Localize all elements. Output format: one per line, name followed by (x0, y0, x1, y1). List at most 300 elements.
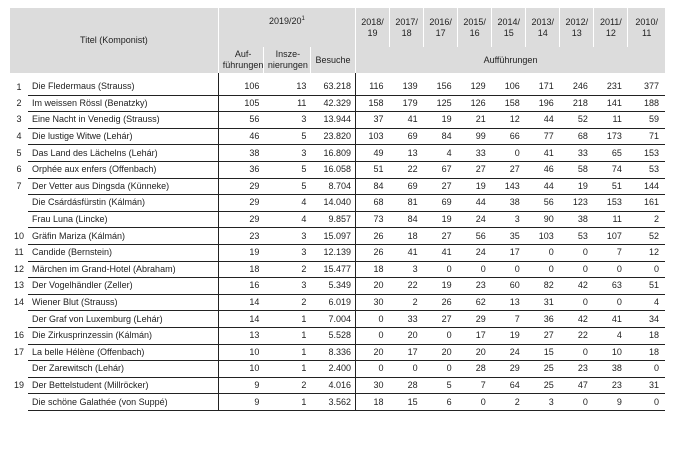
inszenierungen-cell: 5 (263, 161, 310, 178)
season-value-cell: 28 (390, 377, 424, 394)
auffuehrungen-cell: 29 (218, 178, 263, 195)
season-value-cell: 52 (628, 228, 665, 245)
season-value-cell: 20 (356, 344, 390, 361)
season-value-cell: 38 (560, 211, 594, 228)
season-value-cell: 19 (458, 178, 492, 195)
season-value-cell: 0 (458, 394, 492, 411)
season-value-cell: 29 (458, 311, 492, 328)
season-value-cell: 69 (424, 195, 458, 212)
season-value-cell: 22 (390, 161, 424, 178)
table-row (10, 211, 665, 228)
rank-cell: 7 (16, 180, 22, 191)
season-value-cell: 27 (458, 161, 492, 178)
season-value-cell: 20 (458, 344, 492, 361)
rank-cell (10, 394, 28, 411)
season-value-cell: 28 (458, 361, 492, 378)
auffuehrungen-seasons-header: Aufführungen (356, 47, 665, 73)
season-value-cell: 0 (356, 327, 390, 344)
inszenierungen-cell: 1 (263, 344, 310, 361)
rank-cell: 4 (16, 131, 22, 142)
besuche-cell: 5.528 (310, 327, 355, 344)
inszenierungen-cell: 5 (263, 178, 310, 195)
rank-cell: 17 (14, 346, 25, 357)
rank-cell: 19 (14, 379, 25, 390)
season-value-cell: 26 (424, 294, 458, 311)
season-value-cell: 66 (492, 128, 526, 145)
season-value-cell: 67 (424, 161, 458, 178)
season-value-cell: 0 (628, 394, 665, 411)
season-value-cell: 49 (356, 145, 390, 162)
besuche-cell: 16.809 (310, 145, 355, 162)
rank-cell: 1 (16, 81, 22, 92)
season-value-cell: 7 (594, 244, 628, 261)
season-value-cell: 0 (594, 261, 628, 278)
season-value-cell: 5 (424, 377, 458, 394)
season-value-cell: 22 (390, 278, 424, 295)
season-value-cell: 27 (424, 228, 458, 245)
season-value-cell: 10 (594, 344, 628, 361)
season-value-cell: 144 (628, 178, 665, 195)
season-value-cell: 26 (356, 244, 390, 261)
season-value-cell: 15 (390, 394, 424, 411)
besuche-cell: 7.004 (310, 311, 355, 328)
season-value-cell: 27 (526, 327, 560, 344)
season-value-cell: 71 (628, 128, 665, 145)
season-header: 2015/ 16 (458, 8, 492, 47)
title-cell: Eine Nacht in Venedig (Strauss) (28, 112, 218, 129)
inszenierungen-column-header: Insze- nierungen (263, 47, 310, 73)
table-row (10, 228, 665, 245)
season-value-cell: 62 (458, 294, 492, 311)
title-cell: Wiener Blut (Strauss) (28, 294, 218, 311)
rank-cell: 13 (14, 280, 25, 291)
season-value-cell: 41 (424, 244, 458, 261)
season-value-cell: 0 (390, 361, 424, 378)
table-row (10, 294, 665, 311)
table-row (10, 161, 665, 178)
season-value-cell: 18 (390, 228, 424, 245)
season-header: 2010/ 11 (628, 8, 665, 47)
table-row (10, 311, 665, 328)
season-value-cell: 51 (628, 278, 665, 295)
season-value-cell: 21 (458, 112, 492, 129)
season-value-cell: 7 (492, 311, 526, 328)
season-value-cell: 34 (628, 311, 665, 328)
besuche-cell: 3.562 (310, 394, 355, 411)
season-value-cell: 53 (560, 228, 594, 245)
table-row (10, 361, 665, 378)
rank-cell (10, 195, 28, 212)
rank-cell (10, 361, 28, 378)
season-value-cell: 82 (526, 278, 560, 295)
season-header: 2017/ 18 (390, 8, 424, 47)
season-value-cell: 218 (560, 95, 594, 112)
title-cell: Der Graf von Luxemburg (Lehár) (28, 311, 218, 328)
season-value-cell: 15 (526, 344, 560, 361)
season-value-cell: 33 (390, 311, 424, 328)
auffuehrungen-cell: 19 (218, 244, 263, 261)
season-value-cell: 103 (526, 228, 560, 245)
besuche-cell: 12.139 (310, 244, 355, 261)
season-value-cell: 12 (628, 244, 665, 261)
auffuehrungen-cell: 18 (218, 261, 263, 278)
season-value-cell: 22 (560, 327, 594, 344)
season-group-header: $2019/20^1$ (218, 8, 355, 47)
season-value-cell: 126 (458, 95, 492, 112)
table-row (10, 112, 665, 129)
rank-cell: 12 (14, 263, 25, 274)
auffuehrungen-cell: 36 (218, 161, 263, 178)
season-value-cell: 2 (492, 394, 526, 411)
table-header (10, 8, 665, 73)
season-value-cell: 69 (390, 178, 424, 195)
season-value-cell: 19 (492, 327, 526, 344)
season-value-cell: 3 (492, 211, 526, 228)
title-cell: Der Vogelhändler (Zeller) (28, 278, 218, 295)
season-value-cell: 7 (458, 377, 492, 394)
season-value-cell: 4 (594, 327, 628, 344)
season-value-cell: 33 (458, 145, 492, 162)
season-value-cell: 158 (492, 95, 526, 112)
title-cell: Gräfin Mariza (Kálmán) (28, 228, 218, 245)
season-value-cell: 188 (628, 95, 665, 112)
season-value-cell: 11 (594, 112, 628, 129)
season-value-cell: 25 (526, 377, 560, 394)
season-value-cell: 196 (526, 95, 560, 112)
table-row (10, 178, 665, 195)
season-value-cell: 68 (560, 128, 594, 145)
season-value-cell: 18 (628, 327, 665, 344)
season-value-cell: 0 (458, 261, 492, 278)
season-value-cell: 44 (526, 178, 560, 195)
title-cell: Das Land des Lächelns (Lehár) (28, 145, 218, 162)
season-value-cell: 84 (390, 211, 424, 228)
season-value-cell: 38 (492, 195, 526, 212)
season-value-cell: 17 (458, 327, 492, 344)
inszenierungen-cell: 3 (263, 244, 310, 261)
rank-cell: 16 (14, 330, 25, 341)
season-value-cell: 23 (560, 361, 594, 378)
besuche-cell: 8.336 (310, 344, 355, 361)
rank-cell: 6 (16, 164, 22, 175)
season-header: 2014/ 15 (492, 8, 526, 47)
season-value-cell: 173 (594, 128, 628, 145)
season-value-cell: 18 (628, 344, 665, 361)
season-value-cell: 12 (492, 112, 526, 129)
season-value-cell: 0 (560, 244, 594, 261)
season-value-cell: 84 (424, 128, 458, 145)
season-value-cell: 41 (594, 311, 628, 328)
season-value-cell: 3 (390, 261, 424, 278)
season-value-cell: 58 (560, 161, 594, 178)
rank-cell: 11 (14, 247, 24, 258)
season-value-cell: 246 (560, 73, 594, 95)
auffuehrungen-cell: 14 (218, 294, 263, 311)
season-value-cell: 0 (492, 261, 526, 278)
season-value-cell: 42 (560, 311, 594, 328)
inszenierungen-cell: 3 (263, 145, 310, 162)
inszenierungen-cell: 3 (263, 112, 310, 129)
season-value-cell: 9 (594, 394, 628, 411)
inszenierungen-cell: 11 (263, 95, 310, 112)
season-value-cell: 17 (492, 244, 526, 261)
season-value-cell: 19 (424, 211, 458, 228)
season-value-cell: 0 (628, 361, 665, 378)
title-column-header: Titel (Komponist) (10, 8, 218, 73)
season-header: 2018/ 19 (356, 8, 390, 47)
inszenierungen-cell: 1 (263, 394, 310, 411)
season-value-cell: 41 (526, 145, 560, 162)
auffuehrungen-cell: 10 (218, 361, 263, 378)
season-value-cell: 171 (526, 73, 560, 95)
auffuehrungen-cell: 29 (218, 211, 263, 228)
season-value-cell: 0 (492, 145, 526, 162)
season-value-cell: 31 (628, 377, 665, 394)
season-value-cell: 42 (560, 278, 594, 295)
season-value-cell: 20 (390, 327, 424, 344)
table-row (10, 261, 665, 278)
inszenierungen-cell: 2 (263, 261, 310, 278)
title-cell: Orphée aux enfers (Offenbach) (28, 161, 218, 178)
season-value-cell: 31 (526, 294, 560, 311)
besuche-cell: 13.944 (310, 112, 355, 129)
season-value-cell: 2 (628, 211, 665, 228)
season-value-cell: 44 (526, 112, 560, 129)
season-value-cell: 73 (356, 211, 390, 228)
season-value-cell: 90 (526, 211, 560, 228)
title-cell: Märchen im Grand-Hotel (Abraham) (28, 261, 218, 278)
auffuehrungen-cell: 23 (218, 228, 263, 245)
auffuehrungen-cell: 46 (218, 128, 263, 145)
season-value-cell: 74 (594, 161, 628, 178)
besuche-cell: 2.400 (310, 361, 355, 378)
title-cell: La belle Hélène (Offenbach) (28, 344, 218, 361)
auffuehrungen-cell: 10 (218, 344, 263, 361)
season-value-cell: 24 (492, 344, 526, 361)
season-value-cell: 27 (492, 161, 526, 178)
season-value-cell: 0 (628, 261, 665, 278)
season-value-cell: 23 (458, 278, 492, 295)
season-value-cell: 27 (424, 311, 458, 328)
season-value-cell: 36 (526, 311, 560, 328)
inszenierungen-cell: 4 (263, 195, 310, 212)
season-header: 2012/ 13 (560, 8, 594, 47)
season-value-cell: 156 (424, 73, 458, 95)
season-value-cell: 161 (628, 195, 665, 212)
season-value-cell: 2 (390, 294, 424, 311)
season-value-cell: 13 (390, 145, 424, 162)
season-value-cell: 53 (628, 161, 665, 178)
season-value-cell: 19 (424, 278, 458, 295)
season-value-cell: 64 (492, 377, 526, 394)
season-value-cell: 56 (458, 228, 492, 245)
table-row (10, 73, 665, 95)
season-value-cell: 47 (560, 377, 594, 394)
season-value-cell: 29 (492, 361, 526, 378)
season-value-cell: 30 (356, 294, 390, 311)
table-row (10, 244, 665, 261)
auffuehrungen-cell: 16 (218, 278, 263, 295)
title-cell: Frau Luna (Lincke) (28, 211, 218, 228)
season-value-cell: 3 (526, 394, 560, 411)
inszenierungen-cell: 3 (263, 278, 310, 295)
season-value-cell: 68 (356, 195, 390, 212)
auffuehrungen-cell: 56 (218, 112, 263, 129)
season-value-cell: 123 (560, 195, 594, 212)
season-value-cell: 30 (356, 377, 390, 394)
title-cell: Der Vetter aus Dingsda (Künneke) (28, 178, 218, 195)
season-value-cell: 0 (424, 261, 458, 278)
season-value-cell: 107 (594, 228, 628, 245)
season-value-cell: 41 (390, 112, 424, 129)
season-value-cell: 51 (356, 161, 390, 178)
title-cell: Die Csárdásfürstin (Kálmán) (28, 195, 218, 212)
season-value-cell: 19 (424, 112, 458, 129)
season-value-cell: 18 (356, 261, 390, 278)
table-body (10, 73, 665, 410)
inszenierungen-cell: 2 (263, 294, 310, 311)
season-value-cell: 25 (526, 361, 560, 378)
season-value-cell: 377 (628, 73, 665, 95)
inszenierungen-cell: 4 (263, 211, 310, 228)
season-value-cell: 0 (526, 261, 560, 278)
season-value-cell: 0 (594, 294, 628, 311)
besuche-cell: 4.016 (310, 377, 355, 394)
season-value-cell: 0 (356, 311, 390, 328)
season-value-cell: 0 (560, 344, 594, 361)
season-value-cell: 0 (526, 244, 560, 261)
season-value-cell: 51 (594, 178, 628, 195)
inszenierungen-cell: 2 (263, 377, 310, 394)
season-value-cell: 141 (594, 95, 628, 112)
season-value-cell: 46 (526, 161, 560, 178)
title-cell: Die Zirkusprinzessin (Kálmán) (28, 327, 218, 344)
title-cell: Die schöne Galathée (von Suppé) (28, 394, 218, 411)
auffuehrungen-cell: 106 (218, 73, 263, 95)
season-value-cell: 0 (560, 261, 594, 278)
table-row (10, 145, 665, 162)
auffuehrungen-cell: 14 (218, 311, 263, 328)
season-value-cell: 153 (628, 145, 665, 162)
rank-cell (10, 311, 28, 328)
table-row (10, 327, 665, 344)
season-value-cell: 4 (628, 294, 665, 311)
season-value-cell: 17 (390, 344, 424, 361)
season-value-cell: 37 (356, 112, 390, 129)
auffuehrungen-column-header: Auf- führungen (218, 47, 263, 73)
season-value-cell: 41 (390, 244, 424, 261)
season-value-cell: 179 (390, 95, 424, 112)
season-value-cell: 77 (526, 128, 560, 145)
besuche-cell: 15.097 (310, 228, 355, 245)
season-value-cell: 60 (492, 278, 526, 295)
season-value-cell: 99 (458, 128, 492, 145)
auffuehrungen-cell: 38 (218, 145, 263, 162)
season-value-cell: 11 (594, 211, 628, 228)
season-value-cell: 19 (560, 178, 594, 195)
season-value-cell: 129 (458, 73, 492, 95)
besuche-cell: 9.857 (310, 211, 355, 228)
season-value-cell: 20 (356, 278, 390, 295)
season-value-cell: 13 (492, 294, 526, 311)
besuche-cell: 23.820 (310, 128, 355, 145)
title-cell: Candide (Bernstein) (28, 244, 218, 261)
besuche-cell: 63.218 (310, 73, 355, 95)
season-value-cell: 139 (390, 73, 424, 95)
title-cell: Die Fledermaus (Strauss) (28, 73, 218, 95)
season-value-cell: 6 (424, 394, 458, 411)
season-value-cell: 33 (560, 145, 594, 162)
besuche-cell: 42.329 (310, 95, 355, 112)
inszenierungen-cell: 1 (263, 361, 310, 378)
season-value-cell: 153 (594, 195, 628, 212)
season-value-cell: 103 (356, 128, 390, 145)
season-value-cell: 44 (458, 195, 492, 212)
season-value-cell: 24 (458, 211, 492, 228)
season-value-cell: 84 (356, 178, 390, 195)
auffuehrungen-cell: 9 (218, 377, 263, 394)
season-value-cell: 0 (560, 294, 594, 311)
season-value-cell: 35 (492, 228, 526, 245)
season-value-cell: 52 (560, 112, 594, 129)
season-value-cell: 18 (356, 394, 390, 411)
season-value-cell: 158 (356, 95, 390, 112)
table-row (10, 394, 665, 411)
season-value-cell: 4 (424, 145, 458, 162)
title-cell: Der Zarewitsch (Lehár) (28, 361, 218, 378)
besuche-cell: 16.058 (310, 161, 355, 178)
auffuehrungen-cell: 29 (218, 195, 263, 212)
season-value-cell: 65 (594, 145, 628, 162)
besuche-cell: 15.477 (310, 261, 355, 278)
besuche-cell: 6.019 (310, 294, 355, 311)
inszenierungen-cell: 5 (263, 128, 310, 145)
table-row (10, 377, 665, 394)
rank-cell: 2 (16, 97, 22, 108)
title-cell: Die lustige Witwe (Lehár) (28, 128, 218, 145)
season-value-cell: 0 (356, 361, 390, 378)
rank-cell: 10 (14, 230, 25, 241)
table-row (10, 95, 665, 112)
table-row (10, 344, 665, 361)
season-value-cell: 56 (526, 195, 560, 212)
inszenierungen-cell: 1 (263, 327, 310, 344)
table-row (10, 195, 665, 212)
season-value-cell: 26 (356, 228, 390, 245)
besuche-cell: 5.349 (310, 278, 355, 295)
auffuehrungen-cell: 13 (218, 327, 263, 344)
season-value-cell: 0 (424, 361, 458, 378)
season-header: 2011/ 12 (594, 8, 628, 47)
rank-cell: 5 (16, 147, 22, 158)
auffuehrungen-cell: 9 (218, 394, 263, 411)
table-row (10, 278, 665, 295)
season-value-cell: 27 (424, 178, 458, 195)
season-value-cell: 106 (492, 73, 526, 95)
season-header: 2013/ 14 (526, 8, 560, 47)
rank-cell: 14 (14, 297, 25, 308)
rank-cell: 3 (16, 114, 22, 125)
besuche-cell: 8.704 (310, 178, 355, 195)
besuche-column-header: Besuche (310, 47, 355, 73)
season-value-cell: 143 (492, 178, 526, 195)
season-value-cell: 0 (560, 394, 594, 411)
season-value-cell: 23 (594, 377, 628, 394)
auffuehrungen-cell: 105 (218, 95, 263, 112)
rank-cell (10, 211, 28, 228)
table-row (10, 128, 665, 145)
inszenierungen-cell: 13 (263, 73, 310, 95)
